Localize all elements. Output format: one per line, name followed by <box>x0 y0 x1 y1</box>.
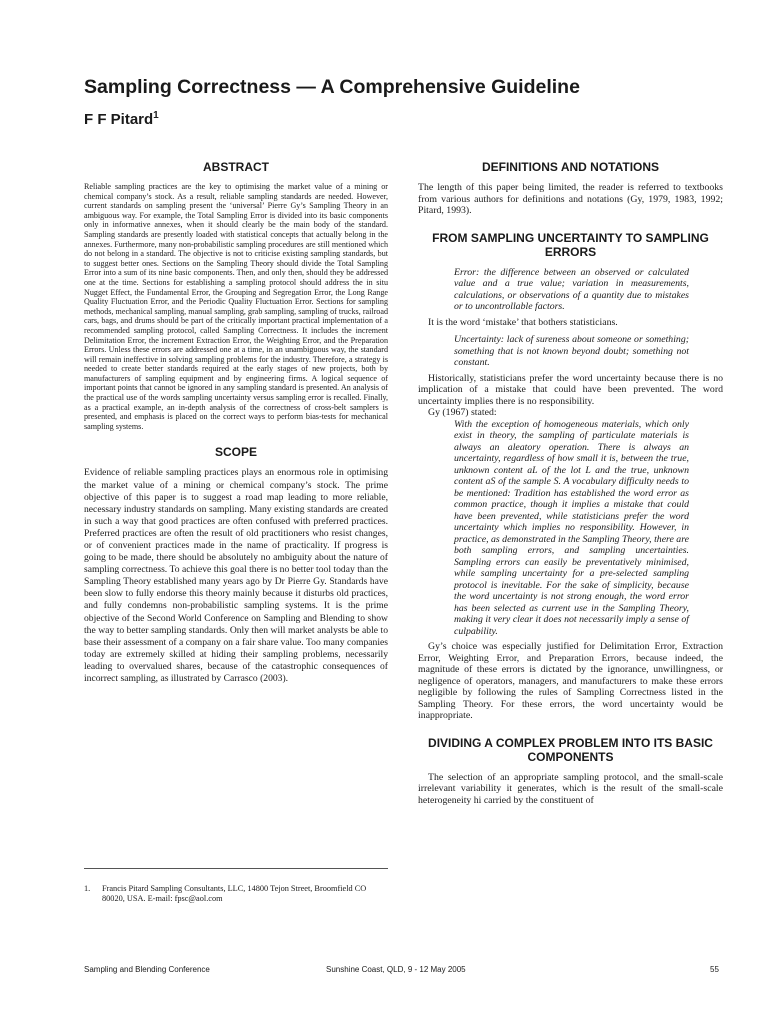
gy-choice-paragraph: Gy’s choice was especially justified for Delimitation Error, Extraction Error, Weighting Error, and Preparation Errors, because indeed, the magnitude of these errors is dictated by the ignorance, unwillingness, or negligence of operators, managers, and manufacturers to make these errors negligible by following the rules of Sampling Correctness listed in the Sampling Theory. For these errors, the word uncertainty would be inappropriate. <box>418 641 723 721</box>
abstract-heading: ABSTRACT <box>203 160 269 174</box>
scope-text: Evidence of reliable sampling practices plays an enormous role in optimising the market value of a mining or chemical company’s stock. The prime objective of this paper is to suggest a road map leading to more reliable, necessary industry standards on sampling. Many existing standards are created in such a way that good practices are often confused with preferred practices. Preferred practices are often the result of old practitioners who resist changes, or of convenient practices made in the name of practicality. If progress is going to be made, there should be absolutely no ambiguity about the nature of sampling correctness. To achieve this goal there is no better tool today than the Sampling Theory established many years ago by Dr Pierre Gy. Standards have been slow to fully endorse this theory mainly because it disturbs old practices, and fully condemns non-probabilistic sampling systems. It is the prime objective of the Second World Conference on Sampling and Blending to show the way to better sampling standards. Only then will market analysts be able to base their assessment of a company on a fair share value. Too many companies today are extremely skilled at hiding their sampling problems, necessarily leading to overvalued shares, because of the catastrophic consequences of incorrect sampling, as illustrated by Carrasco (2003). <box>84 467 388 685</box>
uncertainty-definition-quote: Uncertainty: lack of sureness about someone or something; something that is not known beyond doubt; something not constant. <box>454 334 689 368</box>
uncertainty-heading: FROM SAMPLING UNCERTAINTY TO SAMPLING ERRORS <box>432 230 709 259</box>
gy-stated-paragraph: Gy (1967) stated: <box>428 407 497 418</box>
error-definition-quote: Error: the difference between an observed or calculated value and a true value; variation in measurements, calculations, or observations of a quantity due to mistakes or to uncontrollable factors. <box>454 266 689 312</box>
left-column <box>84 160 388 685</box>
gy-quote: With the exception of homogeneous materials, which only exist in theory, the sampling of particulate materials is always an aleatory operation. There is always an uncertainty, regardless of how small it is, between the true, unknown content aL of the lot L and the true, unknown content aS of the sample S. A vocabulary difficulty needs to be mentioned: Tradition has established the word error as common practice, though it implies a mistake that could have been prevented, while statisticians prefer the word uncertainty which implies no responsibility. However, in practice, as demonstrated in the Sampling Theory, there are both sampling errors, and sampling uncertainties. Sampling errors can easily be preventatively minimised, while sampling uncertainty for a pre-selected sampling protocol is inevitable. For the sake of simplicity, because the word uncertainty is not strong enough, the word error has been selected as current use in the Sampling Theory, making it very clear it does not necessarily imply a sense of culpability. <box>454 418 689 637</box>
footnote-text: Francis Pitard Sampling Consultants, LLC, 14800 Tejon Street, Broomfield CO 80020, USA. E-mail: fpsc@aol.com <box>102 884 367 903</box>
footer-conference: Sampling and Blending Conference <box>84 965 210 974</box>
author-footnote-marker: 1 <box>153 110 159 121</box>
mistake-paragraph: It is the word ‘mistake’ that bothers statisticians. <box>428 316 618 328</box>
footer-page-number: 55 <box>710 965 719 974</box>
footnote-rule <box>84 868 388 869</box>
footnote <box>84 884 388 904</box>
definitions-heading: DEFINITIONS AND NOTATIONS <box>481 160 660 174</box>
right-column <box>418 160 723 806</box>
dividing-heading: DIVIDING A COMPLEX PROBLEM INTO ITS BASIC COMPONENTS <box>428 735 713 764</box>
definitions-text: The length of this paper being limited, the reader is referred to textbooks from various authors for definitions and notations (Gy, 1979, 1983, 1992; Pitard, 1993). <box>418 182 723 216</box>
footer-location-date: Sunshine Coast, QLD, 9 - 12 May 2005 <box>326 965 466 974</box>
dividing-text: The selection of an appropriate sampling protocol, and the small-scale irrelevant variability it generates, which is the result of the small-scale heterogeneity hi carried by the constituent of <box>418 771 723 806</box>
scope-heading: SCOPE <box>214 445 257 460</box>
paper-title: Sampling Correctness — A Comprehensive Guideline <box>84 76 580 98</box>
footnote-number: 1. <box>84 884 91 893</box>
author-line <box>84 110 159 128</box>
author-name: F F Pitard <box>84 111 154 128</box>
historically-paragraph: Historically, statisticians prefer the word uncertainty because there is no implication of a mistake that could have been prevented. The word uncertainty implies there is no responsibility. <box>418 372 723 407</box>
abstract-text: Reliable sampling practices are the key to optimising the market value of a mining or chemical company’s stock. As a result, reliable sampling standards are needed. However, current standards on sampling present the ‘universal’ Pierre Gy’s Sampling Theory in an ambiguous way. For example, the Total Sampling Error is divided into its basic components only in informative annexes, when it should clearly be the main body of the standard. Sampling standards are presently loaded with statistical concepts that actually belong in the annexes. Furthermore, many non-probabilistic sampling procedures are still mentioned which do not belong in a standard. The objective is not to criticise existing sampling standards, but to suggest better ones. Sections on the Sampling Theory should divide the Total Sampling Error into a sum of its nine basic components. Then, and only then, should they be addressed one at the time. Sections for establishing a sampling protocol should address the in situ Nugget Effect, the Fundamental Error, the Grouping and Segregation Error, the Long Range Quality Fluctuation Error, and the Periodic Quality Fluctuation Error. Sections for sampling methods, mechanical sampling, manual sampling, grab sampling, sampling of trucks, railroad cars, bags, and drums should be part of the critically important practical implementation of a recommended sampling protocol, called Sampling Correctness. It includes the increment Delimitation Error, the increment Extraction Error, the Weighting Error, and the Preparation Errors. Unless these errors are addressed one at a time, in an unambiguous way, the standard will remain ineffective in solving sampling problems for the industry. Therefore, a strategy is needed to create better standards required at the early stages of new projects, both by manufacturers of sampling equipment and by engineering firms. A logical sequence of important points that cannot be ignored in any sampling standard is presented. An analysis of the practical use of the words sampling uncertainty versus sampling error is recalled. Finally, as a practical example, an in-depth analysis of the correctness of cross-belt samplers is presented, and emphasis is placed on the correct ways to perform bias-tests for mechanical sampling systems. <box>84 182 388 431</box>
